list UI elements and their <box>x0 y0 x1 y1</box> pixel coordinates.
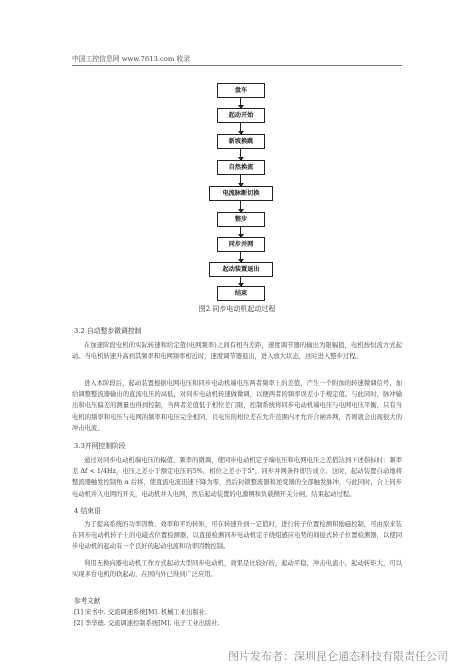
paragraph: 为了提高系统的功率因数、效率和平均转矩，可在转速升到一定值时，进行转子位置检测和励磁控制，可由原来装在同步电动机转子上的电磁式位置检测器，以直接检测同步电动机定子绕组感应电势的间接式转子位置检测器，以使同步电动机的起动有一个良好的起动电流和功率因数控制。 <box>72 521 402 551</box>
flow-arrow <box>240 227 241 237</box>
paragraph: 通过对同步电动机端电压的幅值、频率的微调，使同步电动机定子端电压和电网电压之差值达到下述指标时：频率差 Δf < 1/4Hz，电压之差小于额定电压的5%，相位之差小于5°，同步并网条件即告成立。这时，起动装置自动地将整流器触发控制角 α 后移，使直流电流迅速下降为零，然后封锁整流器和逆变器的全部触发脉冲，与此同时，合上同步电动机并入电网的开关，电动机并入电网，然后起动装置的电源侧和负载侧开关分闸，结束起动过程。 <box>72 457 402 498</box>
section-heading: 4 结束语 <box>74 507 101 515</box>
flow-arrow <box>240 98 241 108</box>
flow-step-5: 电流脉断切换 <box>209 186 273 201</box>
flow-step-1: 盘车 <box>217 83 265 98</box>
references-title: 参考文献 <box>74 597 101 605</box>
paragraph: 利用无换向器电动机工作方式起动大型同步电动机，效果是比较好的，起动平稳，冲击电流小，起动转矩大，可以实现多台电机的软起动，在国内外已得到广泛应用。 <box>72 560 402 579</box>
flow-arrow <box>240 277 241 286</box>
flow-step-7: 同步并网 <box>217 237 265 252</box>
flow-step-3: 新坡换跳 <box>217 134 265 149</box>
paragraph: 在加速阶段电机的实际转速和给定值(电网频率)之间有相当差距，速度调节器的输出为限幅值，电机按恒流方式起动。当电机转速升高到其频率和电网频率相近时，速度调节器退出，进入放大状态，这时进入整步过程。 <box>72 342 402 361</box>
flow-step-4: 自然换流 <box>217 160 265 175</box>
paragraph: 进入本阶段后，起动装置根据电网电压和同步电动机端电压两者频率上的差值，产生一个附加的转速微调信号，加给调整整流器输出的直流电压的高低，对同步电动机转速做微调，以便两者的频率误差小于规定值。与此同时，脉冲输出和电压偏差的测量也得到控制，当两者差值低于相位差门限，控制系统将同步电动机端电压与电网电压平衡，只有当电机的频率和电压与电网的频率和电压完全相同，且电压的相位差在允许范围内才允许合闸并网，否则就会出现很大的冲击电流。 <box>72 380 402 432</box>
section-heading: 3.2 自动整步微调控制 <box>74 327 142 335</box>
flow-arrow <box>240 149 241 160</box>
reference-item: [2] 李华德. 交流调速控制系统[M]. 电子工业出版社. <box>74 620 220 627</box>
flow-step-2: 起动开始 <box>217 108 265 123</box>
page-header: 中国工控信息网 www.7613.com 收录 <box>72 55 191 63</box>
section-heading: 3.3并网控制阶段 <box>74 442 126 450</box>
reference-item: [1] 宋书中. 交流调速系统[M]. 机械工业出版社. <box>74 609 208 616</box>
flow-step-9: 结束 <box>217 286 265 301</box>
flow-step-6: 整步 <box>217 212 265 227</box>
flow-step-8: 起动装置退出 <box>209 262 273 277</box>
header-rule <box>72 65 402 66</box>
flow-arrow <box>240 201 241 212</box>
publisher-watermark: 图片发布者：深圳昆仑通态科技有限责任公司 <box>228 650 448 663</box>
figure-caption: 图2 同步电动机起动过程 <box>198 305 276 313</box>
flow-arrow <box>240 252 241 262</box>
flow-arrow <box>240 123 241 134</box>
flow-arrow <box>240 175 241 186</box>
